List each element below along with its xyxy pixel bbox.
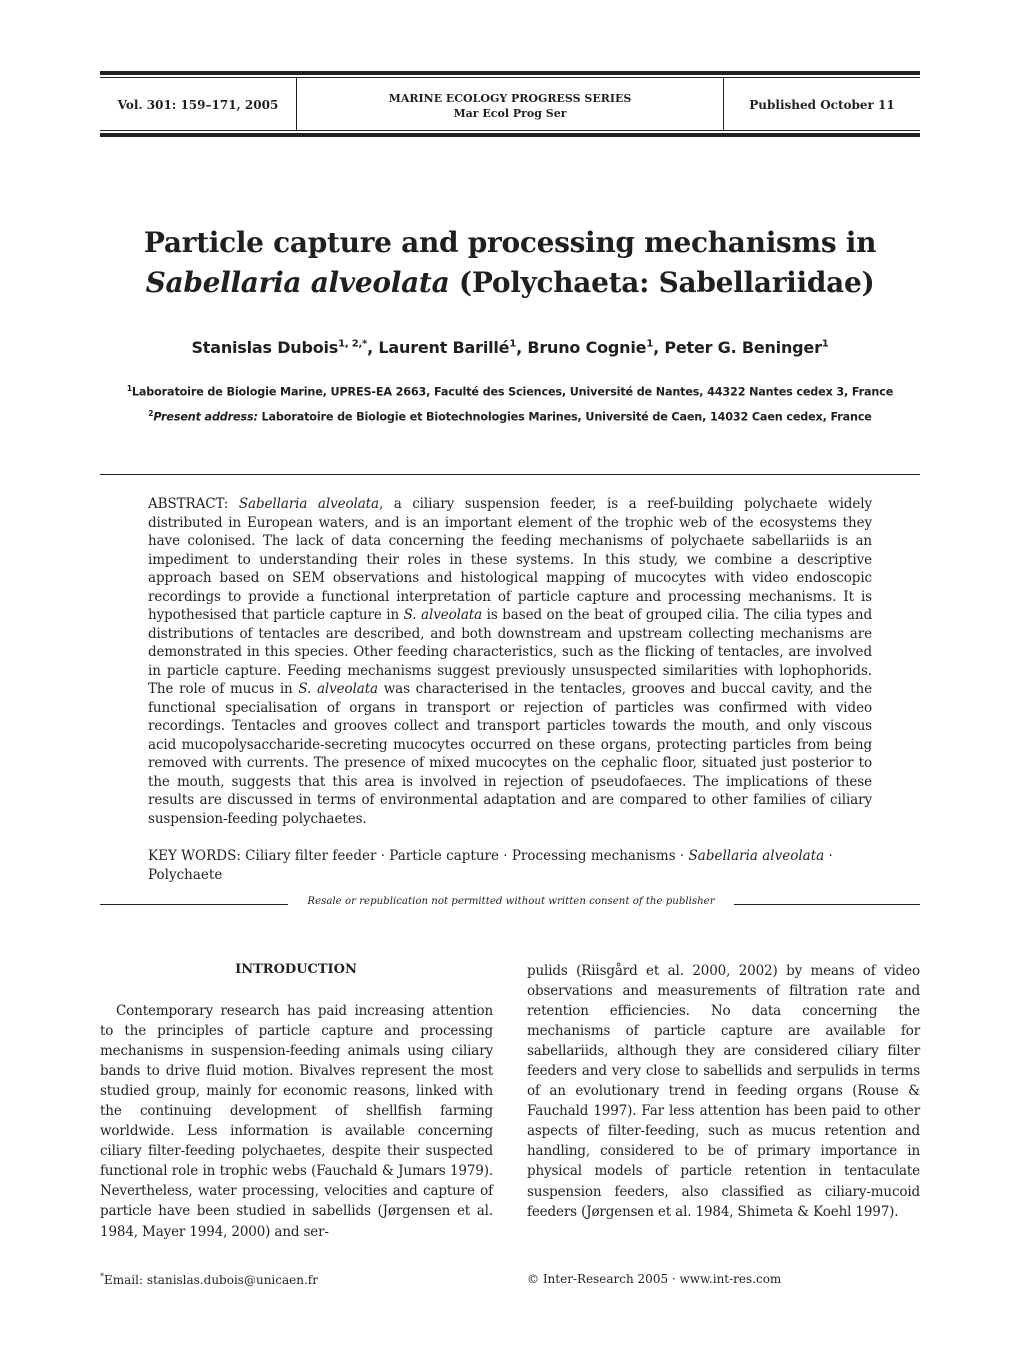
keywords-list: Ciliary filter feeder · Particle capture · Processing mechanisms · (240, 848, 689, 864)
title-species: Sabellaria alveolata (145, 266, 450, 299)
author-affiliation-mark: 1, 2,* (338, 338, 368, 350)
author-name: Peter G. Beninger (664, 338, 822, 357)
author-affiliation-mark: 1 (821, 338, 829, 350)
author-name: Stanislas Dubois (191, 338, 339, 357)
author-name: Laurent Barillé (378, 338, 510, 357)
abstract (148, 495, 872, 828)
body-column-left (100, 1001, 493, 1242)
author-name: Bruno Cognie (527, 338, 647, 357)
title-taxonomy: (Polychaeta: Sabellariidae) (449, 266, 875, 299)
affiliation-mark: 2 (148, 408, 154, 418)
abstract-species: Sabellaria alveolata (238, 496, 379, 512)
journal-block (297, 91, 723, 121)
header-top-thick-rule (100, 71, 920, 75)
journal-name: MARINE ECOLOGY PROGRESS SERIES (388, 92, 632, 105)
abstract-text: is based on the beat of grouped cilia. The cilia types and distributions of tentacles are described, and both downstream and upstream collecting mechanisms are demonstrated in this species. Other feeding characteristics, such as the flicking of tentacles, are involved in particle capture. Feeding mechanisms suggest previously unsuspected similarities with lophophorids. The role of mucus in (148, 607, 872, 697)
header-bottom-thin-rule (100, 130, 920, 131)
footnote-mark: * (100, 1272, 104, 1281)
rights-rule-left (100, 904, 288, 905)
abstract-label: ABSTRACT: (148, 496, 239, 512)
body-paragraph: pulids (Riisgård et al. 2000, 2002) by means of video observations and measurements of filtration rate and retention efficiencies. No data concerning the mechanisms of particle capture are available for sabellariids, although they are considered ciliary filter feeders and very close to sabellids and serpulids in terms of an evolutionary trend in feeding organs (Rouse & Fauchald 1997). Far less attention has been paid to other aspects of filter-feeding, such as mucus retention and handling, considered to be of primary importance in physical models of particle retention in tentaculate suspension feeders, also classified as ciliary-mucoid feeders (Jørgensen et al. 1984, Shimeta & Koehl 1997). (527, 963, 920, 1220)
keywords-species: Sabellaria alveolata (688, 848, 825, 864)
keywords (148, 847, 872, 884)
corresponding-author-footnote (100, 1272, 318, 1287)
body-column-right (527, 961, 920, 1222)
affiliation-1 (90, 378, 930, 403)
author-separator: , (367, 338, 379, 357)
keywords-label: KEY WORDS: (148, 848, 241, 864)
abstract-species: S. alveolata (298, 681, 378, 697)
author-email: Email: stanislas.dubois@unicaen.fr (104, 1273, 318, 1287)
header-bottom-thick-rule (100, 133, 920, 137)
author-separator: , (516, 338, 528, 357)
abstract-text: , a ciliary suspension feeder, is a reef-building polychaete widely distributed in European waters, and is an important element of the trophic web of the ecosystems they have colonised. The lack of data concerning the feeding mechanisms of polychaete sabellariids is an impediment to understanding their roles in these systems. In this study, we combine a descriptive approach based on SEM observations and histological mapping of mucocytes with video endoscopic recordings to provide a functional interpretation of particle capture and processing mechanisms. It is hypothesised that particle capture in (148, 496, 872, 623)
journal-abbreviation: Mar Ecol Prog Ser (453, 107, 567, 120)
rights-notice: Resale or republication not permitted without written consent of the publisher (307, 896, 715, 907)
rights-rule-right (734, 904, 920, 905)
volume-info: Vol. 301: 159–171, 2005 (117, 98, 279, 112)
affiliation-mark: 1 (126, 384, 132, 393)
published-date: Published October 11 (749, 98, 895, 112)
affiliation-2 (90, 403, 930, 428)
author-affiliation-mark: 1 (646, 338, 654, 350)
author-list (80, 338, 940, 357)
keywords-tail: · Polychaete (148, 848, 833, 883)
body-paragraph: Contemporary research has paid increasing attention to the principles of particle capture and processing mechanisms in suspension-feeding animals using ciliary bands to drive fluid motion. Bivalves represent the most studied group, mainly for economic reasons, linked with the continuing development of shellfish farming worldwide. Less information is available concerning ciliary filter-feeding polychaetes, despite their suspected functional role in trophic webs (Fauchald & Jumars 1979). Nevertheless, water processing, velocities and capture of particle have been studied in sabellids (Jørgensen et al. 1984, Mayer 1994, 2000) and ser- (100, 1003, 493, 1240)
section-heading-introduction: INTRODUCTION (235, 962, 357, 977)
copyright-notice: © Inter-Research 2005 · www.int-res.com (527, 1272, 782, 1286)
present-address-label: Present address: (153, 410, 258, 424)
affiliations (90, 378, 930, 427)
title-line-1: Particle capture and processing mechanisms in (143, 226, 877, 259)
paper-title (80, 223, 940, 303)
abstract-species: S. alveolata (403, 607, 483, 623)
author-affiliation-mark: 1 (509, 338, 517, 350)
abstract-divider (100, 474, 920, 475)
author-separator: , (653, 338, 665, 357)
affiliation-text: Laboratoire de Biologie Marine, UPRES-EA 2663, Faculté des Sciences, Université de Nantes, 44322 Nantes cedex 3, France (131, 385, 894, 399)
title-line-2 (80, 263, 940, 303)
affiliation-text: Laboratoire de Biologie et Biotechnologies Marines, Université de Caen, 14032 Caen cedex, France (257, 410, 872, 424)
header-top-thin-rule (100, 77, 920, 78)
abstract-text: was characterised in the tentacles, grooves and buccal cavity, and the functional specialisation of organs in transport or rejection of particles was confirmed with video recordings. Tentacles and grooves collect and transport particles towards the mouth, and only viscous acid mucopolysaccharide-secreting mucocytes occurred on these organs, protecting particles from being removed with currents. The presence of mixed mucocytes on the cephalic floor, situated just posterior to the mouth, suggests that this area is involved in rejection of pseudofaeces. The implications of these results are discussed in terms of environmental adaptation and are compared to other families of ciliary suspension-feeding polychaetes. (148, 681, 872, 827)
